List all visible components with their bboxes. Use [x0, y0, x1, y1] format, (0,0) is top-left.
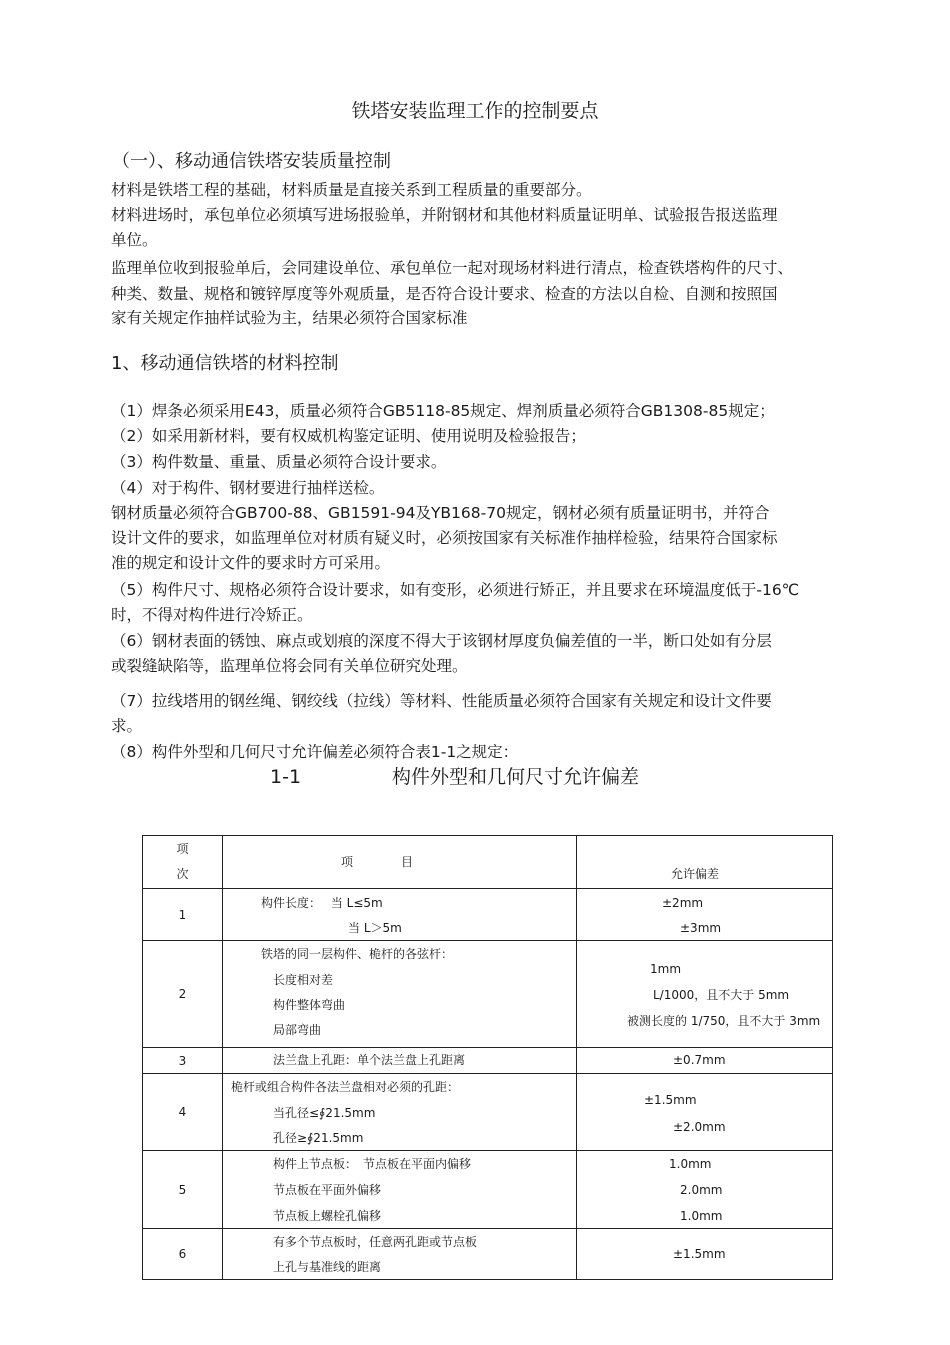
tolerance-text: 1.0mm [680, 1209, 723, 1223]
requirement-line: （4）对于构件、钢材要进行抽样送检。 [111, 479, 385, 497]
item-text: 局部弯曲 [273, 1023, 322, 1037]
tolerance-text: ±3mm [680, 921, 722, 935]
item-text: 法兰盘上孔距：单个法兰盘上孔距离 [273, 1053, 466, 1067]
row-no: 4 [143, 1074, 223, 1151]
subsection-heading: 1、移动通信铁塔的材料控制 [111, 353, 339, 374]
item-text: 铁塔的同一层构件、桅杆的各弦杆： [261, 947, 454, 961]
requirement-line: （7）拉线塔用的钢丝绳、钢绞线（拉线）等材料、性能质量必须符合国家有关规定和设计文件要 [111, 692, 772, 710]
tolerance-text: 被测长度的 1/750，且不大于 3mm [627, 1014, 821, 1028]
item-text: 桅杆或组合构件各法兰盘相对必须的孔距： [231, 1080, 460, 1094]
requirement-line: 钢材质量必须符合GB700-88、GB1591-94及YB168-70规定，钢材必须有质量证明书，并符合 [111, 504, 770, 522]
requirement-line: （2）如采用新材料，要有权威机构鉴定证明、使用说明及检验报告； [111, 427, 586, 445]
requirement-line: （5）构件尺寸、规格必须符合设计要求，如有变形，必须进行矫正，并且要求在环境温度低于-16℃ [111, 581, 800, 599]
tolerance-text: 1mm [650, 962, 682, 976]
tolerance-text: ±2.0mm [673, 1120, 726, 1134]
row-item [223, 1229, 577, 1280]
requirement-line: 准的规定和设计文件的要求时方可采用。 [111, 554, 391, 572]
row-tolerance [577, 1151, 833, 1229]
row-item [223, 941, 577, 1048]
row-item [223, 1048, 577, 1074]
requirement-line: （6）钢材表面的锈蚀、麻点或划痕的深度不得大于该钢材厚度负偏差值的一半，断口处如有分层 [111, 632, 772, 650]
item-text: 节点板在平面外偏移 [273, 1183, 382, 1197]
item-text: 孔径≥∮21.5mm [273, 1131, 364, 1145]
table-number: 1-1 [270, 766, 302, 788]
table-row [143, 1151, 833, 1229]
section-heading: （一）、移动通信铁塔安装质量控制 [112, 151, 391, 172]
table-row [143, 1229, 833, 1280]
row-item [223, 1074, 577, 1151]
row-tolerance [577, 1074, 833, 1151]
row-no: 3 [143, 1048, 223, 1074]
row-tolerance [577, 889, 833, 941]
paragraph-line: 材料是铁塔工程的基础，材料质量是直接关系到工程质量的重要部分。 [111, 181, 592, 199]
row-no: 2 [143, 941, 223, 1048]
row-tolerance [577, 1048, 833, 1074]
requirement-line: 求。 [111, 717, 143, 735]
header-tolerance [577, 836, 833, 889]
requirement-line: （3）构件数量、重量、质量必须符合设计要求。 [111, 453, 447, 471]
row-no: 6 [143, 1229, 223, 1280]
row-no: 5 [143, 1151, 223, 1229]
row-item [223, 1151, 577, 1229]
header-item [223, 836, 577, 889]
table-row [143, 1074, 833, 1151]
tolerance-text: ±1.5mm [644, 1093, 697, 1107]
requirement-line: 或裂缝缺陷等，监理单位将会同有关单位研究处理。 [111, 657, 468, 675]
table-title: 构件外型和几何尺寸允许偏差 [392, 766, 640, 788]
item-text: 有多个节点板时，任意两孔距或节点板 [273, 1235, 478, 1249]
paragraph-line: 家有关规定作抽样试验为主，结果必须符合国家标准 [111, 309, 468, 327]
header-tolerance-label: 允许偏差 [671, 867, 720, 881]
item-text: 上孔与基准线的距离 [273, 1260, 382, 1274]
item-text: 构件长度： 当 L≤5m [261, 896, 383, 910]
paragraph-line: 监理单位收到报验单后，会同建设单位、承包单位一起对现场材料进行清点，检查铁塔构件的尺寸、 [111, 259, 794, 277]
tolerance-text: ±0.7mm [673, 1053, 726, 1067]
row-tolerance [577, 941, 833, 1048]
header-no-line: 项 [176, 842, 189, 856]
paragraph-line: 种类、数量、规格和镀锌厚度等外观质量，是否符合设计要求、检查的方法以自检、自测和按照国 [111, 285, 778, 303]
item-text: 当 L＞5m [348, 921, 402, 935]
paragraph-line: 材料进场时，承包单位必须填写进场报验单，并附钢材和其他材料质量证明单、试验报告报送监理 [111, 206, 778, 224]
table-row [143, 889, 833, 941]
table-row [143, 941, 833, 1048]
item-text: 长度相对差 [273, 973, 334, 987]
table-row [143, 1048, 833, 1074]
row-tolerance [577, 1229, 833, 1280]
tolerance-text: 2.0mm [680, 1183, 723, 1197]
item-text: 当孔径≤∮21.5mm [273, 1106, 376, 1120]
requirement-line: （8）构件外型和几何尺寸允许偏差必须符合表1-1之规定： [111, 743, 519, 761]
tolerance-table [142, 835, 833, 1280]
item-text: 节点板上螺栓孔偏移 [273, 1209, 382, 1223]
tolerance-text: 1.0mm [669, 1157, 712, 1171]
requirement-line: 设计文件的要求，如监理单位对材质有疑义时，必须按国家有关标准作抽样检验，结果符合国家标 [111, 529, 778, 547]
tolerance-text: ±2mm [662, 896, 704, 910]
item-text: 构件上节点板： 节点板在平面内偏移 [273, 1157, 472, 1171]
row-no: 1 [143, 889, 223, 941]
header-item-label: 项 目 [341, 855, 414, 869]
requirement-line: （1）焊条必须采用E43，质量必须符合GB5118-85规定、焊剂质量必须符合GB1308-85规定； [111, 402, 775, 420]
requirement-line: 时，不得对构件进行冷矫正。 [111, 606, 313, 624]
document-title: 铁塔安装监理工作的控制要点 [351, 100, 599, 122]
tolerance-text: L/1000，且不大于 5mm [653, 988, 790, 1002]
item-text: 构件整体弯曲 [273, 998, 346, 1012]
header-no [143, 836, 223, 889]
table-header-row [143, 836, 833, 889]
tolerance-text: ±1.5mm [673, 1247, 726, 1261]
header-no-line: 次 [176, 867, 189, 881]
paragraph-line: 单位。 [111, 231, 158, 249]
row-item [223, 889, 577, 941]
